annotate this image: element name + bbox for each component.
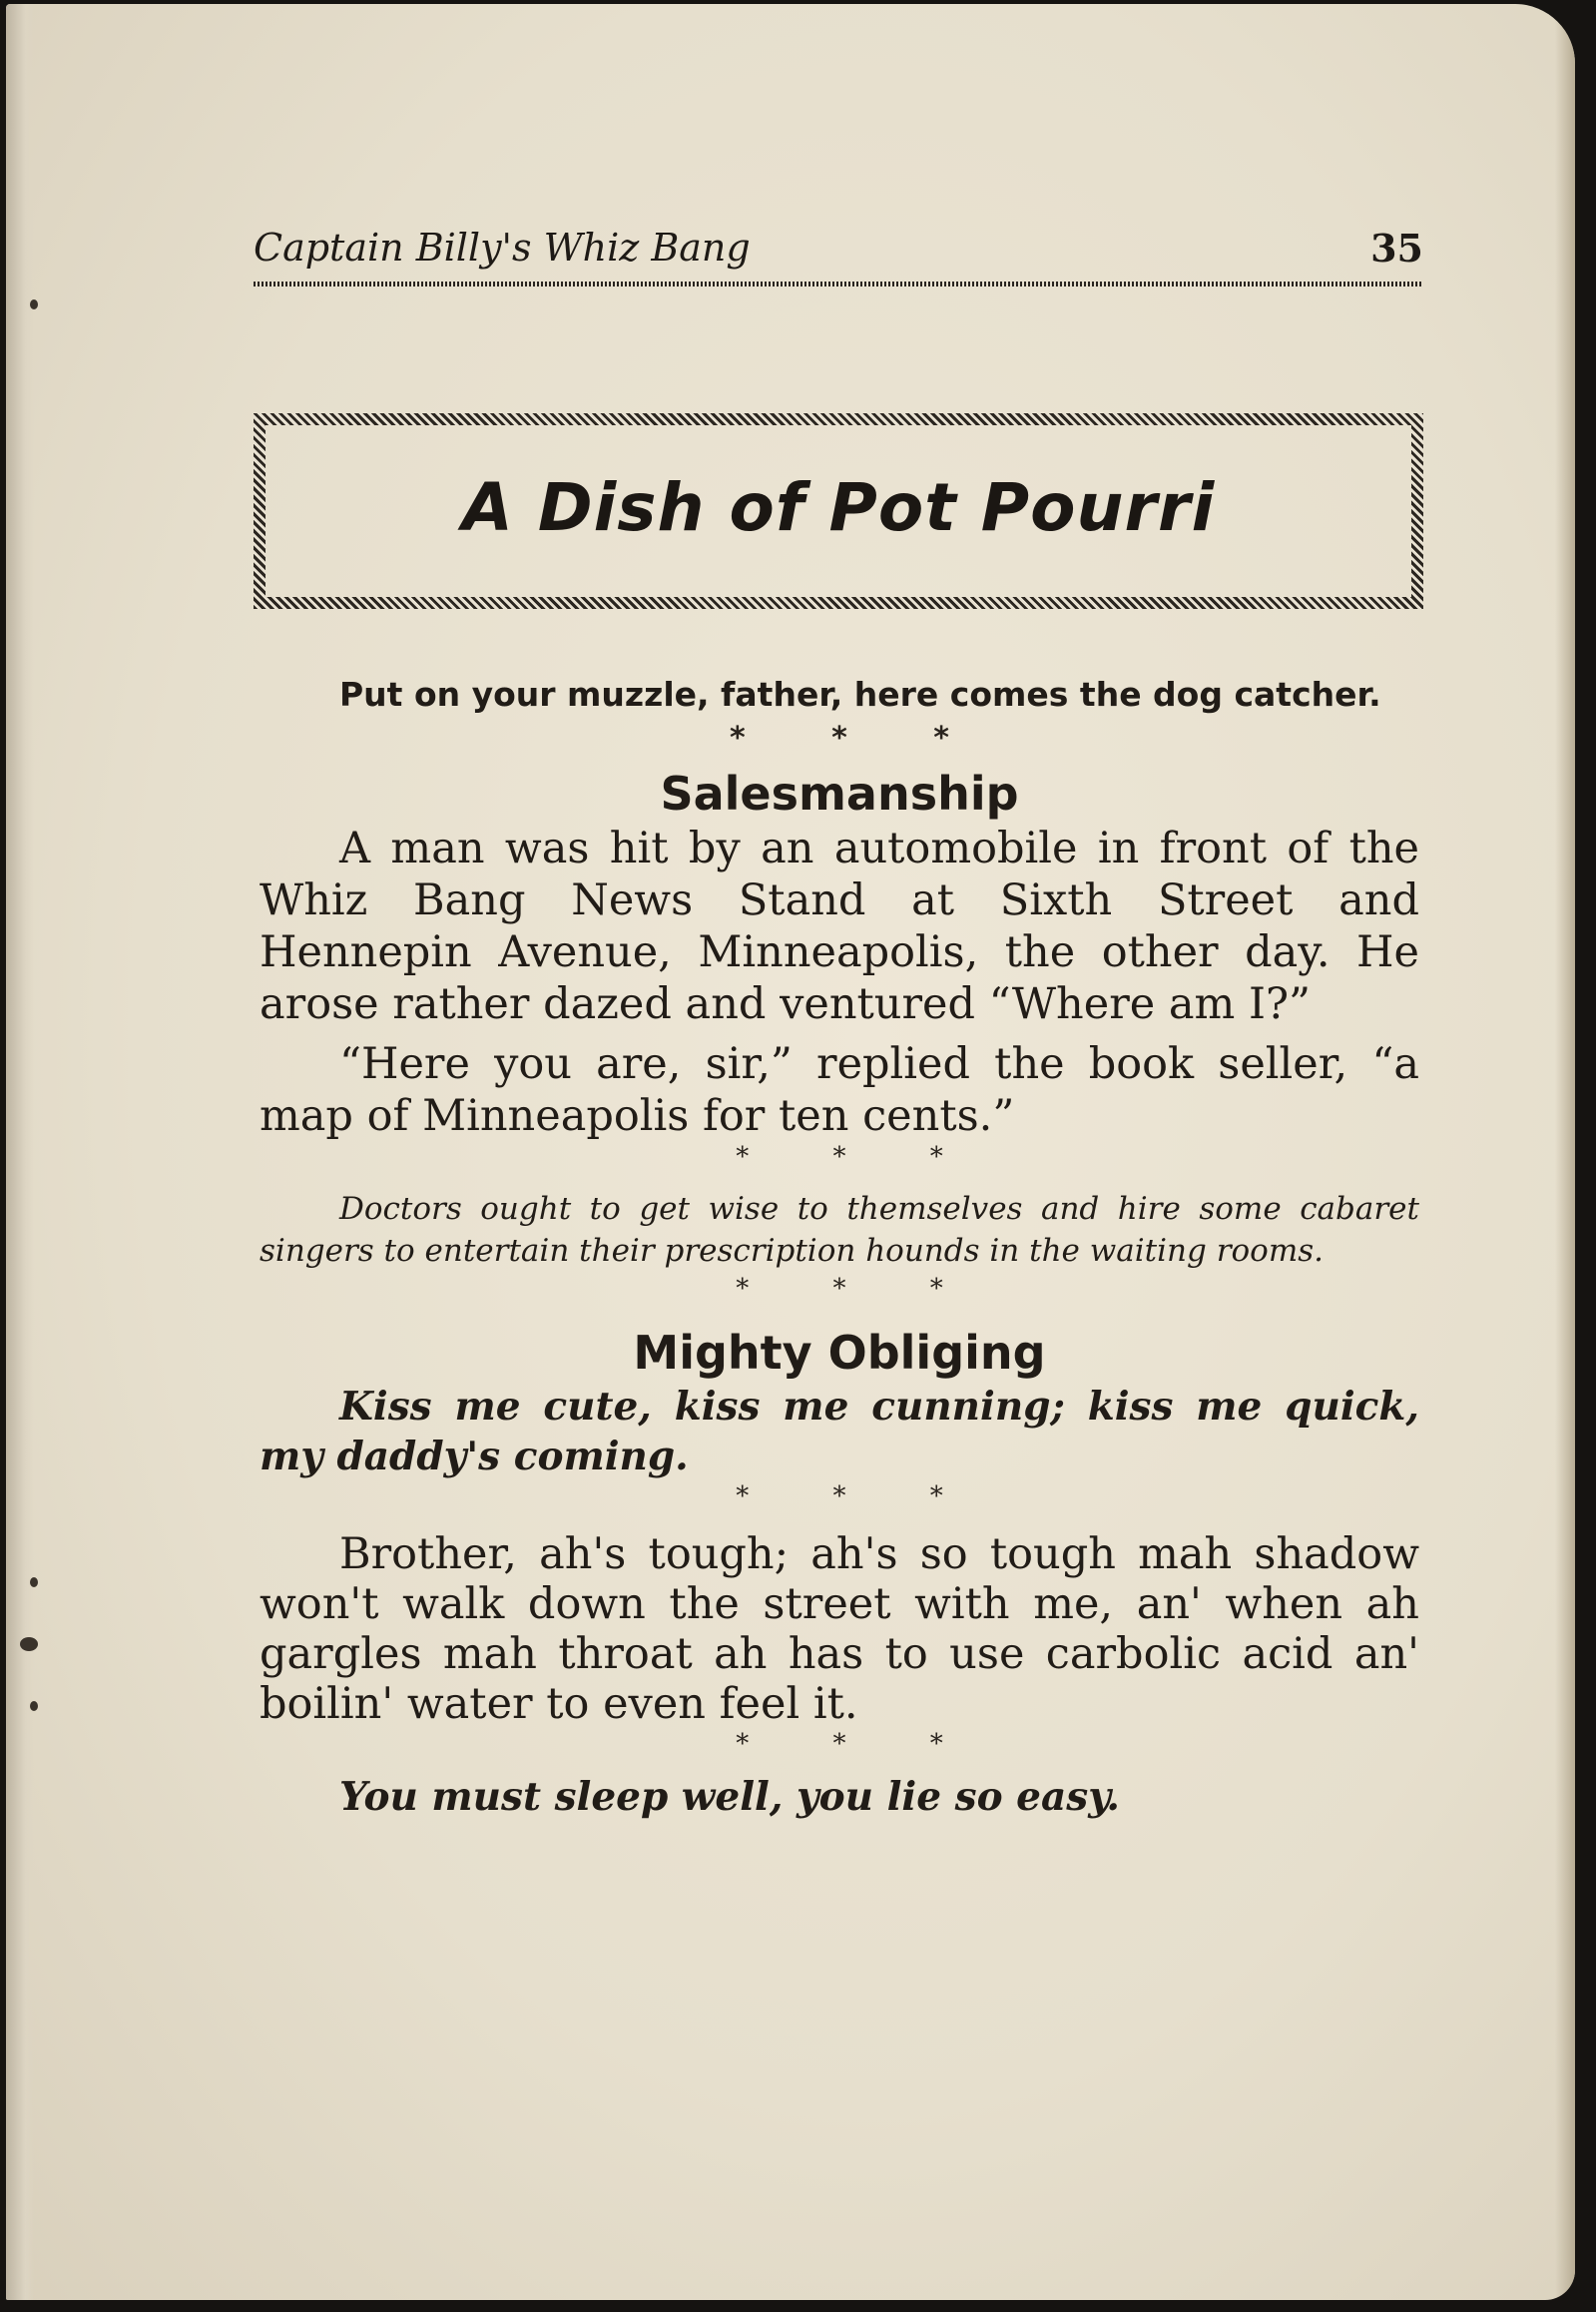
ink-spot	[20, 1637, 38, 1651]
joke-tough: Brother, ah's tough; ah's so tough mah shadow won't walk down the street with me, an' when ah gargles mah throat ah has to use carbolic acid an' boilin' water to even feel it.	[260, 1529, 1419, 1729]
article-body	[260, 673, 1419, 1823]
ink-spot	[30, 299, 38, 309]
page-edge-shadow	[1555, 4, 1575, 2300]
salesmanship-paragraph-1: A man was hit by an automobile in front of the Whiz Bang News Stand at Sixth Street and Hennepin Avenue, Minneapolis, the other day. He arose rather dazed and ventured “Where am I?”	[260, 824, 1419, 1029]
separator-stars: * * *	[730, 721, 987, 756]
running-title: Captain Billy's Whiz Bang	[254, 226, 751, 270]
title-box	[254, 413, 1423, 609]
separator-stars: * * *	[736, 1729, 981, 1759]
binding-gutter	[6, 4, 34, 2300]
magazine-page	[6, 4, 1575, 2300]
joke-sleep: You must sleep well, you lie so easy.	[339, 1774, 1120, 1820]
ink-spot	[30, 1701, 38, 1711]
running-header	[254, 226, 1423, 282]
separator-stars: * * *	[736, 1274, 981, 1304]
joke-doctors: Doctors ought to get wise to themselves and hire some cabaret singers to entertain their prescription hounds in the waiting rooms.	[260, 1191, 1419, 1269]
ink-spot	[30, 1577, 38, 1587]
separator-stars: * * *	[736, 1142, 981, 1172]
header-rule	[254, 282, 1423, 287]
mighty-obliging-heading: Mighty Obliging	[633, 1326, 1046, 1380]
joke-obliging: Kiss me cute, kiss me cunning; kiss me quick, my daddy's coming.	[260, 1384, 1419, 1479]
page-number: 35	[1370, 226, 1423, 271]
separator-stars: * * *	[736, 1481, 981, 1511]
salesmanship-paragraph-2: “Here you are, sir,” replied the book seller, “a map of Minneapolis for ten cents.”	[260, 1039, 1419, 1141]
salesmanship-heading: Salesmanship	[660, 767, 1019, 821]
page-title: A Dish of Pot Pourri	[461, 469, 1216, 546]
joke-muzzle: Put on your muzzle, father, here comes the dog catcher.	[339, 675, 1381, 714]
